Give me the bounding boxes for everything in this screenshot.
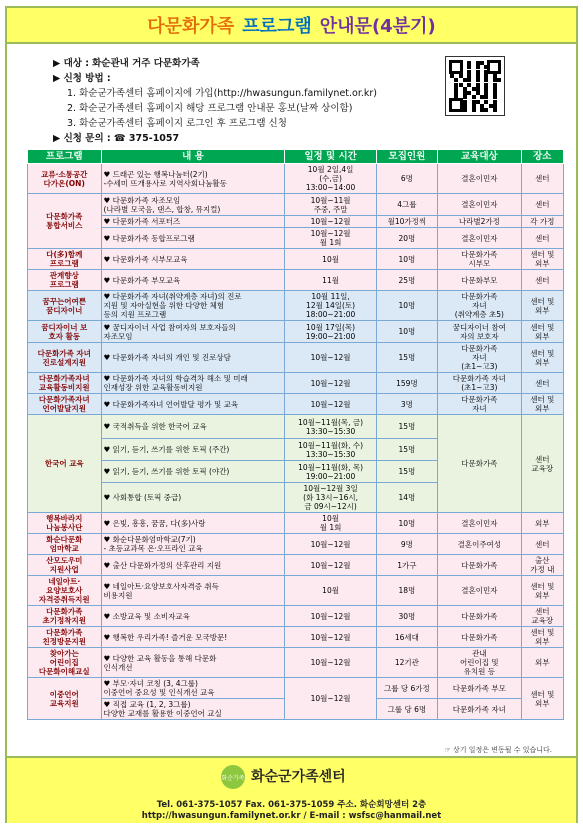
program-target: 나라별2가정	[438, 216, 522, 228]
program-schedule: 10월~12월	[285, 534, 376, 555]
table-row	[28, 216, 564, 228]
program-target: 다문화가족 부모	[438, 678, 522, 699]
program-target: 결혼이민자	[438, 164, 522, 194]
program-capacity: 15명	[376, 415, 437, 439]
program-capacity: 15명	[376, 343, 437, 373]
method-label: ▶ 신청 방법 :	[53, 73, 111, 84]
program-name: 다(多)함께 프로그램	[28, 249, 102, 270]
program-target: 관내 어린이집 및 유치원 등	[438, 648, 522, 678]
program-target: 다문화부모	[438, 270, 522, 291]
program-content: ♥ 다문화가족 시부모교육	[101, 249, 285, 270]
column-header: 교육대상	[438, 150, 522, 164]
table-row	[28, 291, 564, 321]
program-target: 결혼이주여성	[438, 534, 522, 555]
program-name: 찾아가는 어린이집 다문화이해교실	[28, 648, 102, 678]
program-capacity: 20명	[376, 228, 437, 249]
program-name: 꿈꾸는어여쁜 꿈디자이너	[28, 291, 102, 321]
program-content: ♥ 다문화가족 부모교육	[101, 270, 285, 291]
table-row	[28, 228, 564, 249]
program-content: ♥ 다문화가족 자녀의 학습격차 해소 및 미래 인재성장 위한 교육활동비지원	[101, 373, 285, 394]
table-row	[28, 606, 564, 627]
table-row	[28, 321, 564, 343]
column-header: 프로그램	[28, 150, 102, 164]
table-row	[28, 534, 564, 555]
program-schedule: 10월~12월	[285, 555, 376, 576]
program-capacity: 30명	[376, 606, 437, 627]
program-capacity: 1가구	[376, 555, 437, 576]
program-target: 결혼이민자	[438, 513, 522, 534]
program-location: 외부	[521, 648, 563, 678]
program-location: 출산 가정 내	[521, 555, 563, 576]
program-capacity: 9명	[376, 534, 437, 555]
program-content: ♥ 다문화가족 자녀의 개인 및 진로상담	[101, 343, 285, 373]
program-target: 다문화가족 자녀	[438, 394, 522, 415]
program-capacity: 그룹 당 6명	[376, 699, 437, 720]
program-content: ♥ 꿈디자이너 사업 참여자의 보호자들의 자조모임	[101, 321, 285, 343]
program-schedule: 10월~11월(화, 수) 13:30~15:30	[285, 439, 376, 461]
program-name: 다문화가족자녀 언어발달지원	[28, 394, 102, 415]
program-schedule: 10월 17일(목) 19:00~21:00	[285, 321, 376, 343]
footer	[7, 756, 576, 823]
program-target: 다문화가족	[438, 555, 522, 576]
program-name: 한국어 교육	[28, 415, 102, 513]
program-name: 행복바라지 나눔봉사단	[28, 513, 102, 534]
program-name: 관계향상 프로그램	[28, 270, 102, 291]
program-location: 각 가정	[521, 216, 563, 228]
program-schedule: 10월~12월	[285, 394, 376, 415]
program-schedule: 10월~12월	[285, 373, 376, 394]
program-content: ♥ 다문화가족 동합프로그램	[101, 228, 285, 249]
program-capacity: 15명	[376, 439, 437, 461]
program-content: ♥ 다양한 교육 활동을 통해 다문화 인식개선	[101, 648, 285, 678]
program-location: 센터 교육장	[521, 606, 563, 627]
program-capacity: 15명	[376, 461, 437, 483]
target-value: 화순관내 거주 다문화가족	[92, 58, 200, 69]
schedule-note: ☞ 상기 일정은 변동될 수 있습니다.	[444, 746, 552, 754]
program-target: 다문화가족 자녀 (초1~고3)	[438, 373, 522, 394]
program-target: 꿈디자이너 참여 자의 보호자	[438, 321, 522, 343]
program-content: ♥ 다문화가족 자녀(취약계층 자녀)의 진로 지원 및 자아실현을 위한 다양한 체험 등의 지원 프로그램	[101, 291, 285, 321]
program-content: ♥ 다문화가족자녀 언어발달 평가 및 교육	[101, 394, 285, 415]
table-row	[28, 394, 564, 415]
program-table	[27, 149, 564, 720]
program-schedule: 10월~12월 월 1회	[285, 228, 376, 249]
program-capacity: 16세대	[376, 627, 437, 648]
program-schedule: 10월 2일,4일 (수,금) 13:00~14:00	[285, 164, 376, 194]
program-schedule: 10월~12월	[285, 343, 376, 373]
program-schedule: 10월~11월(화, 목) 19:00~21:00	[285, 461, 376, 483]
program-content: ♥ 부모·자녀 코칭 (3, 4그룹) 이중언어 중요성 및 인식개선 교육	[101, 678, 285, 699]
program-target: 다문화가족 자녀	[438, 699, 522, 720]
program-content: ♥ 국적취득을 위한 한국어 교육	[101, 415, 285, 439]
program-schedule: 10월~12월	[285, 627, 376, 648]
program-content: ♥ 다문화가족 서포터즈	[101, 216, 285, 228]
program-capacity: 4그룹	[376, 194, 437, 216]
program-capacity: 14명	[376, 483, 437, 513]
program-capacity: 10명	[376, 291, 437, 321]
program-name: 교류·소통공간 다가온(ON)	[28, 164, 102, 194]
program-schedule: 10월~12월	[285, 606, 376, 627]
program-capacity: 12기관	[376, 648, 437, 678]
program-schedule: 10월~11월 주중, 주말	[285, 194, 376, 216]
program-location: 센터 및 외부	[521, 576, 563, 606]
program-capacity: 25명	[376, 270, 437, 291]
program-location: 센터	[521, 194, 563, 216]
program-content: ♥ 출산 다문화가정의 산후관리 지원	[101, 555, 285, 576]
program-location: 센터 및 외부	[521, 249, 563, 270]
program-capacity: 10명	[376, 513, 437, 534]
table-row	[28, 249, 564, 270]
program-target: 결혼이민자	[438, 194, 522, 216]
program-capacity: 159명	[376, 373, 437, 394]
inquiry-label: ▶ 신청 문의 :	[53, 133, 111, 144]
program-schedule: 10월~12월 3일 (화 13시~16시, 금 09시~12시)	[285, 483, 376, 513]
program-name: 다문화가족 친정방문지원	[28, 627, 102, 648]
program-capacity: 3명	[376, 394, 437, 415]
program-name: 화순다문화 엄마학교	[28, 534, 102, 555]
title-part2: 프로그램	[242, 16, 312, 37]
program-schedule: 10월~11월(목, 금) 13:30~15:30	[285, 415, 376, 439]
program-location: 센터 및 외부	[521, 343, 563, 373]
program-capacity: 10명	[376, 321, 437, 343]
program-location: 외부	[521, 513, 563, 534]
program-target: 결혼이민자	[438, 576, 522, 606]
program-capacity: 월10가정씩	[376, 216, 437, 228]
program-content: ♥ 화순다문화엄마학교(7기) - 초등교과목 온·오프라인 교육	[101, 534, 285, 555]
table-row	[28, 627, 564, 648]
program-content: ♥ 은빛, 흥흥, 꿈꿈, 다(多)사랑	[101, 513, 285, 534]
program-name: 네일아트· 요양보호사 자격증취득지원	[28, 576, 102, 606]
contact-line: Tel. 061-375-1057 Fax. 061-375-1059 주소. 화순회망센터 2층	[156, 800, 427, 810]
info-block	[53, 56, 377, 146]
program-location: 센터 및 외부	[521, 321, 563, 343]
program-location: 센터 및 외부	[521, 627, 563, 648]
program-name: 꿈디자이너 보 호자 활동	[28, 321, 102, 343]
program-name: 다문화가족 초기정착지원	[28, 606, 102, 627]
table-row	[28, 576, 564, 606]
program-target: 다문화가족	[438, 606, 522, 627]
program-content: ♥ 네일아트·요양보호사자격증 취득 비용지원	[101, 576, 285, 606]
program-name: 다문화가족 통합서비스	[28, 194, 102, 249]
program-content: ♥ 직접 교육 (1, 2, 3그룹) 다양한 교재를 활용한 이중언어 교실	[101, 699, 285, 720]
program-location: 센터	[521, 534, 563, 555]
program-content: ♥ 행복한 우리가족! 즐거운 모국방문!	[101, 627, 285, 648]
program-content: ♥ 사회통합 (토픽 중급)	[101, 483, 285, 513]
program-capacity: 10명	[376, 249, 437, 270]
program-location: 센터 및 외부	[521, 291, 563, 321]
table-row	[28, 648, 564, 678]
program-schedule: 10월~12월	[285, 648, 376, 678]
program-location: 센터	[521, 373, 563, 394]
program-content: ♥ 드래곤 있는 행복나눔터(2기) -수세미 뜨개용사로 지역사회나눔활동	[101, 164, 285, 194]
target-label: ▶ 대상 :	[53, 58, 90, 69]
program-location: 센터 및 외부	[521, 678, 563, 720]
program-schedule: 10월~12월	[285, 678, 376, 720]
title-part1: 다문화가족	[147, 16, 235, 37]
program-name: 산모도우미 지원사업	[28, 555, 102, 576]
table-row	[28, 415, 564, 439]
method-step-1: 1. 화순군가족센터 홈페이지에 가입(http://hwasungun.familynet.or.kr)	[67, 88, 378, 99]
program-name: 이중언어 교육지원	[28, 678, 102, 720]
title-part3: 안내문	[319, 16, 372, 37]
inquiry-phone: ☎ 375-1057	[113, 133, 180, 144]
column-header: 모집인원	[376, 150, 437, 164]
table-row	[28, 270, 564, 291]
title-part4: (4분기)	[371, 16, 436, 37]
table-row	[28, 555, 564, 576]
table-row	[28, 513, 564, 534]
program-location: 센터	[521, 228, 563, 249]
program-capacity: 6명	[376, 164, 437, 194]
program-target: 다문화가족	[438, 415, 522, 513]
column-header: 내 용	[101, 150, 285, 164]
program-target: 다문화가족 자녀 (취약계층 초5)	[438, 291, 522, 321]
program-schedule: 10월 월 1회	[285, 513, 376, 534]
table-row	[28, 194, 564, 216]
program-schedule: 10월 11일, 12월 14일(토) 18:00~21:00	[285, 291, 376, 321]
center-logo-icon	[221, 765, 245, 789]
website-link[interactable]: http://hwasungun.familynet.or.kr / E-mail : wsfsc@hanmail.net	[141, 811, 442, 821]
program-location: 센터	[521, 270, 563, 291]
program-target: 다문화가족	[438, 627, 522, 648]
logo-text: 화순가족	[221, 774, 245, 782]
qr-code-icon[interactable]	[445, 56, 505, 116]
program-name: 다문화가족자녀 교육활동비지원	[28, 373, 102, 394]
program-content: ♥ 다문화가족 자조모임 (나라별 모국음, 댄스, 합창, 뮤지컬)	[101, 194, 285, 216]
program-location: 센터	[521, 164, 563, 194]
program-schedule: 10월~12월	[285, 216, 376, 228]
column-header: 일정 및 시간	[285, 150, 376, 164]
program-content: ♥ 읽기, 듣기, 쓰기를 위한 토픽 (야간)	[101, 461, 285, 483]
program-location: 센터 및 외부	[521, 394, 563, 415]
method-step-3: 3. 화순군가족센터 홈페이지 로그인 후 프로그램 신청	[67, 118, 287, 129]
program-content: ♥ 읽기, 듣기, 쓰기를 위한 토픽 (주간)	[101, 439, 285, 461]
table-row	[28, 343, 564, 373]
program-target: 다문화가족 시부모	[438, 249, 522, 270]
page-title	[7, 8, 576, 44]
program-target: 결혼이민자	[438, 228, 522, 249]
table-row	[28, 373, 564, 394]
table-row	[28, 164, 564, 194]
program-schedule: 10월	[285, 576, 376, 606]
table-row	[28, 678, 564, 699]
program-location: 센터 교육장	[521, 415, 563, 513]
program-capacity: 그룹 당 6가정	[376, 678, 437, 699]
program-content: ♥ 소방교육 및 소비자교육	[101, 606, 285, 627]
program-target: 다문화가족 자녀 (초1~고3)	[438, 343, 522, 373]
column-header: 장소	[521, 150, 563, 164]
center-name: 화순군가족센터	[251, 769, 346, 785]
program-capacity: 18명	[376, 576, 437, 606]
program-name: 다문화가족 자녀 진로설계지원	[28, 343, 102, 373]
program-schedule: 10월	[285, 249, 376, 270]
program-schedule: 11월	[285, 270, 376, 291]
notice-page	[5, 6, 578, 823]
method-step-2: 2. 화순군가족센터 홈페이지 해당 프로그램 안내문 홍보(날짜 상이함)	[67, 103, 353, 114]
